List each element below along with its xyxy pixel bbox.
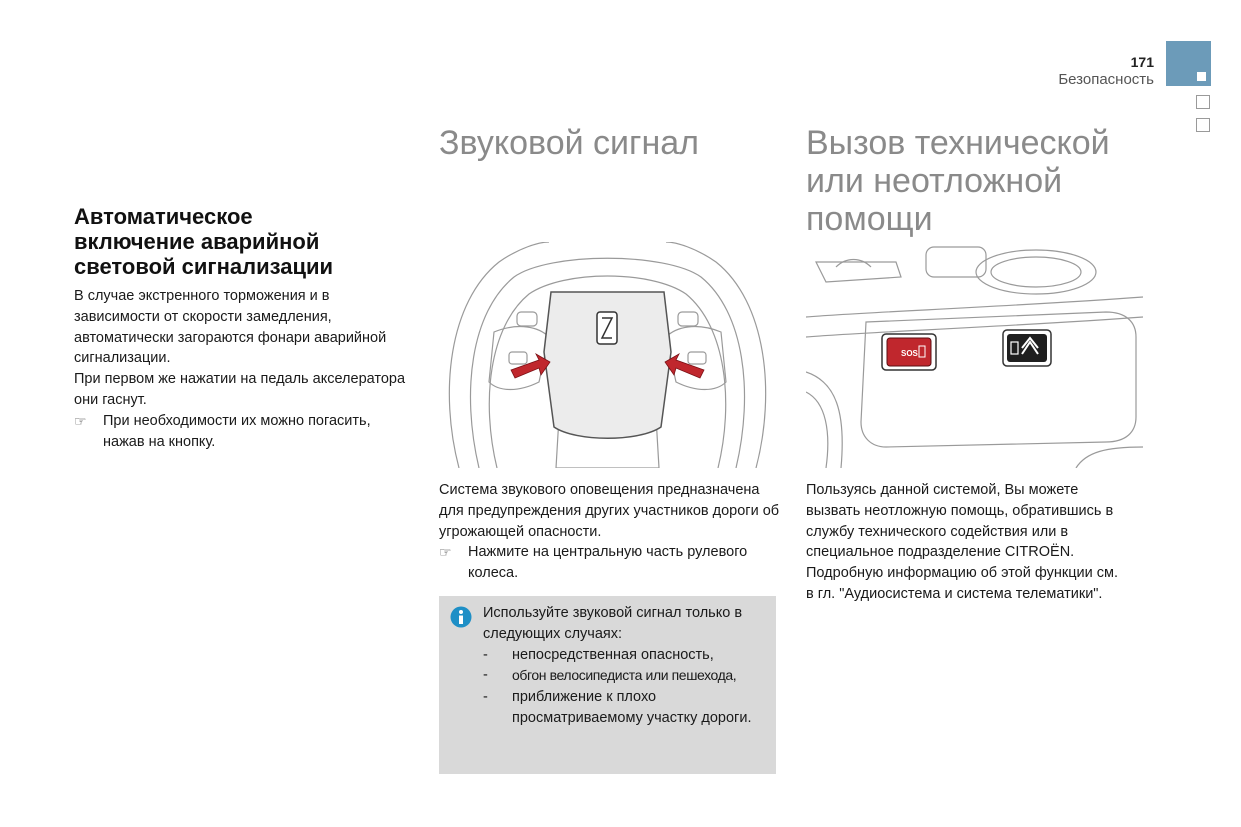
instruction-bullet: ☞ Нажмите на центральную часть рулевого колеса. [439, 544, 748, 582]
paragraph: Система звукового оповещения предназначена для предупреждения других участников дороги об угрожающей опасности. [439, 482, 780, 540]
list-item: - непосредственная опасность, [483, 646, 714, 663]
chapter-tab-marker [1196, 118, 1210, 132]
emergency-buttons-illustration [806, 242, 1143, 468]
pointing-hand-icon: ☞ [74, 412, 87, 429]
ds-logo-icon [597, 312, 617, 344]
emergency-call-title: Вызов технической или неотложной помощи [806, 124, 1110, 238]
list-item: - приближение к плохо просматриваемому участку дороги. [483, 689, 752, 726]
paragraph: При первом же нажатии на педаль акселератора они гаснут. [74, 371, 406, 408]
horn-title: Звуковой сигнал [439, 124, 699, 162]
info-icon [450, 606, 472, 628]
sos-button [882, 334, 936, 370]
assistance-button [1003, 330, 1051, 366]
section-title: Безопасность [1058, 71, 1154, 88]
list-item: - обгон велосипедиста или пешехода, [483, 667, 737, 684]
info-note [439, 596, 776, 774]
chapter-tab-active [1166, 41, 1211, 86]
horn-text [439, 480, 784, 584]
chapter-tab-marker [1196, 95, 1210, 109]
hazard-lights-heading: Автоматическое включение аварийной световой сигнализации [74, 204, 334, 279]
svg-text:SOS: SOS [901, 349, 918, 358]
instruction-bullet: ☞ При необходимости их можно погасить, нажав на кнопку. [74, 412, 371, 450]
page-number: 171 [1130, 54, 1154, 70]
pointing-hand-icon: ☞ [439, 544, 452, 561]
hazard-lights-text [74, 286, 409, 452]
note-intro: Используйте звуковой сигнал только в следующих случаях: [483, 605, 743, 642]
steering-wheel-illustration [439, 242, 776, 468]
emergency-call-text: Пользуясь данной системой, Вы можете вызвать неотложную помощь, обратившись в службу технического содействия или в специальное подразделение CITROËN. Подробную информацию об этой функции см. в гл. "Аудиосистема и система телематики". [806, 482, 1119, 602]
paragraph: В случае экстренного торможения и в зависимости от скорости замедления, автоматически загораются фонари аварийной сигнализации. [74, 288, 387, 367]
